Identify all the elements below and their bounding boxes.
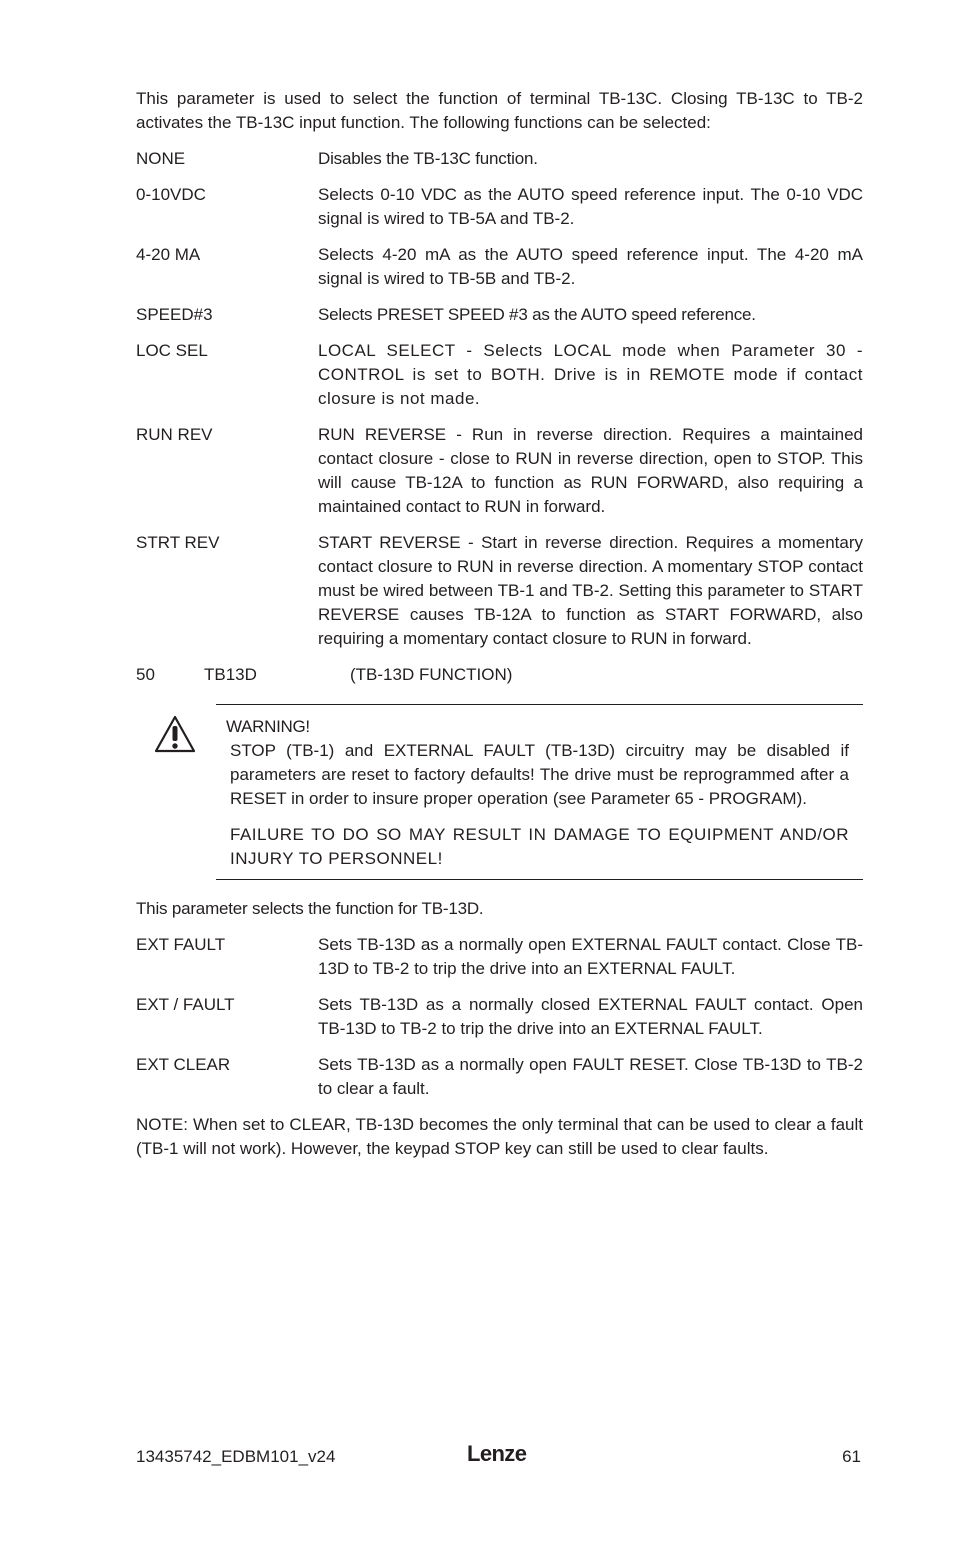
option-description: Selects PRESET SPEED #3 as the AUTO speed reference. [318,305,756,324]
warning-body: STOP (TB-1) and EXTERNAL FAULT (TB-13D) circuitry may be disabled if parameters are reset to factory defaults! The drive must be reprogrammed after a RESET in order to insure proper operation (see Parameter 65 - PROGRAM). [230,741,849,808]
option-term: RUN REV [136,425,213,444]
option-term: 0-10VDC [136,185,206,204]
option-term: LOC SEL [136,341,208,360]
option-ext-clear [136,1053,863,1101]
option-term: NONE [136,149,186,168]
option-description: START REVERSE - Start in reverse direction. Requires a momentary contact closure to RUN in reverse direction. A momentary STOP contact must be wired between TB-1 and TB-2. Setting this parameter to START REVERSE causes TB-12A to function as START FORWARD, also requiring a momentary contact closure to RUN in forward. [318,533,863,648]
option-speed3 [136,303,863,327]
option-description: Selects 0-10 VDC as the AUTO speed reference input. The 0-10 VDC signal is wired to TB-5A and TB-2. [318,185,863,228]
option-4-20ma [136,243,863,291]
option-description: Selects 4-20 mA as the AUTO speed reference input. The 4-20 mA signal is wired to TB-5B and TB-2. [318,245,863,288]
option-term: STRT REV [136,533,220,552]
option-ext-fault [136,933,863,981]
page-number: 61 [842,1447,861,1466]
option-loc-sel [136,339,863,411]
warning-caps-text: FAILURE TO DO SO MAY RESULT IN DAMAGE TO EQUIPMENT AND/OR INJURY TO PERSONNEL! [230,825,849,868]
lenze-logo: Lenze [467,1441,527,1466]
page-footer [136,1441,861,1475]
option-description: Disables the TB-13C function. [318,149,538,168]
option-description: RUN REVERSE - Run in reverse direction. Requires a maintained contact closure - close to RUN in reverse direction, open to STOP. This will cause TB-12A to function as RUN FORWARD, also requiring a maintained contact to RUN in forward. [318,425,863,516]
option-run-rev [136,423,863,519]
option-description: LOCAL SELECT - Selects LOCAL mode when Parameter 30 - CONTROL is set to BOTH. Drive is in REMOTE mode if contact closure is not made. [318,341,863,408]
option-strt-rev [136,531,863,651]
option-term: EXT FAULT [136,935,226,954]
parameter-number: 50 [136,665,155,684]
option-description: Sets TB-13D as a normally open EXTERNAL FAULT contact. Close TB-13D to TB-2 to trip the drive into an EXTERNAL FAULT. [318,935,863,978]
option-ext-nc-fault [136,993,863,1041]
option-0-10vdc [136,183,863,231]
page-content [136,87,863,1173]
option-none [136,147,863,171]
option-term: 4-20 MA [136,245,201,264]
option-term: SPEED#3 [136,305,213,324]
parameter-heading [136,663,863,687]
warning-triangle-icon [153,714,197,754]
intro-paragraph: This parameter is used to select the function of terminal TB-13C. Closing TB-13C to TB-2 activates the TB-13C input function. The following functions can be selected: [136,89,863,132]
option-term: EXT / FAULT [136,995,235,1014]
note-paragraph: NOTE: When set to CLEAR, TB-13D becomes the only terminal that can be used to clear a fault (TB-1 will not work). However, the keypad STOP key can still be used to clear faults. [136,1115,863,1158]
warning-title: WARNING! [226,717,310,736]
parameter-title: (TB-13D FUNCTION) [350,665,513,684]
option-term: EXT CLEAR [136,1055,231,1074]
option-description: Sets TB-13D as a normally closed EXTERNAL FAULT contact. Open TB-13D to TB-2 to trip the drive into an EXTERNAL FAULT. [318,995,863,1038]
parameter-name: TB13D [204,665,257,684]
tb13d-intro: This parameter selects the function for TB-13D. [136,899,484,918]
document-id: 13435742_EDBM101_v24 [136,1447,336,1466]
warning-box [216,704,863,880]
option-description: Sets TB-13D as a normally open FAULT RESET. Close TB-13D to TB-2 to clear a fault. [318,1055,863,1098]
